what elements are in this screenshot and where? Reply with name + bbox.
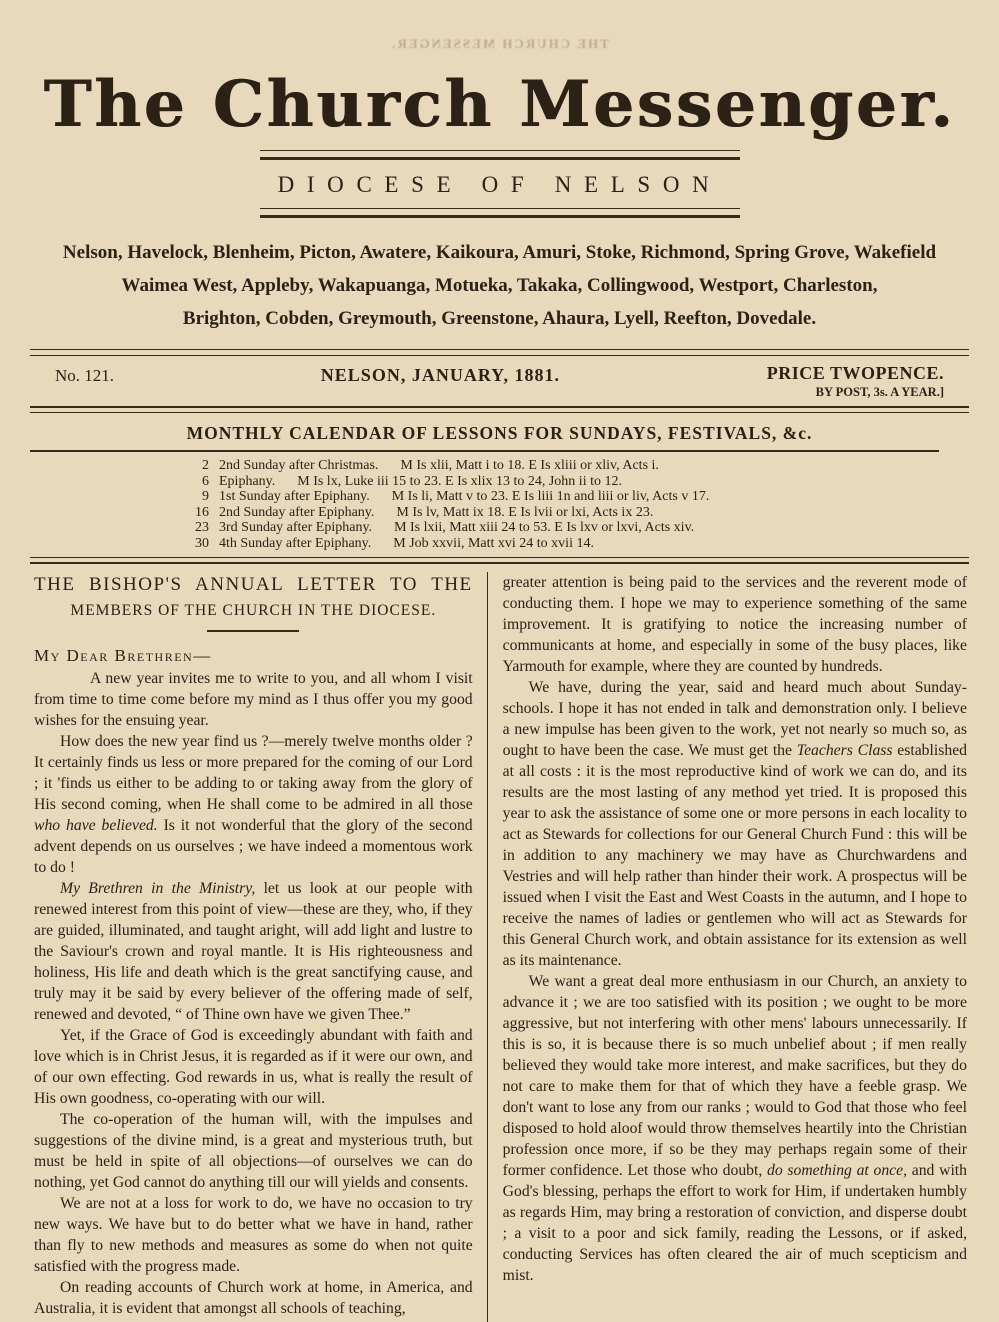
rule-above-diocese	[260, 150, 740, 160]
masthead-title: The Church Messenger.	[43, 67, 956, 142]
article-columns	[34, 572, 967, 1322]
calendar-feast-name: 3rd Sunday after Epiphany.	[219, 520, 373, 536]
calendar-row	[185, 458, 999, 474]
article-title-line1: THE BISHOP'S ANNUAL LETTER TO THE	[34, 574, 473, 596]
calendar-lessons: M Job xxvii, Matt xvi 24 to xvii 14.	[393, 535, 594, 551]
article-paragraph: greater attention is being paid to the services and the reverent mode of conducting them. I hope we may to experience something of the same improvement. It is gratifying to notice the increasing number of communicants at home, and especially in some of the busy places, like Yarmouth for example, where they are counted by hundreds.	[502, 574, 967, 676]
salutation: My Dear Brethren—	[34, 646, 212, 666]
parish-line: Nelson, Havelock, Blenheim, Picton, Awatere, Kaikoura, Amuri, Stoke, Richmond, Spring Grove, Wakefield	[62, 242, 937, 264]
parish-line: Brighton, Cobden, Greymouth, Greenstone, Ahaura, Lyell, Reefton, Dovedale.	[182, 308, 817, 330]
calendar-feast-name: 2nd Sunday after Christmas.	[219, 458, 379, 474]
rule-below-calendar-title	[30, 450, 939, 452]
calendar-row	[185, 520, 999, 536]
left-column	[34, 572, 487, 1322]
calendar-lessons: M Is li, Matt v to 23. E Is liii 1n and liii or liv, Acts v 17.	[391, 489, 710, 505]
article-paragraph: The co-operation of the human will, with the impulses and suggestions of the divine mind, is a great and mysterious truth, but must be held in spite of all objections—of ourselves we can do nothing, yet God cannot do anything till our will yields and consents.	[34, 1111, 473, 1192]
calendar-feast-name: Epiphany.	[219, 473, 276, 489]
calendar-row	[185, 489, 999, 505]
calendar-row	[185, 536, 999, 552]
issue-dateline: NELSON, JANUARY, 1881.	[320, 365, 561, 386]
diocese-title: DIOCESE OF NELSON	[277, 172, 722, 198]
short-rule	[207, 630, 299, 632]
article-paragraph: A new year invites me to write to you, and all whom I visit from time to time come before my mind as I thus offer you my good wishes for the ensuing year.	[34, 670, 473, 730]
calendar-day: 9	[202, 489, 209, 505]
calendar-day: 6	[202, 473, 209, 489]
right-column	[487, 572, 967, 1322]
issue-line	[55, 363, 944, 400]
calendar-feast-name: 2nd Sunday after Epiphany.	[219, 504, 375, 520]
article-paragraph: On reading accounts of Church work at home, in America, and Australia, it is evident that amongst all schools of teaching,	[34, 1279, 473, 1318]
bleedthrough-text: THE CHURCH MESSENGER.	[390, 36, 609, 51]
article-paragraph: We have, during the year, said and heard much about Sunday-schools. I hope it has not ended in talk and demonstration only. I believe a new impulse has been given to the work, yet not nearly so much so, as ought to have been the case. We must get the Teachers Class established at all costs : it is the most reproductive kind of work we can do, and its results are the most lasting of any method yet tried. It is proposed this year to ask the assistance of some one or more persons in each locality to act as Stewards for collections for our General Church Fund : this will be in addition to any machinery we may have as Churchwardens and Vestries and will help rather than hinder their work. A prospectus will be issued when I visit the East and West Coasts in the autumn, and I hope to receive the names of ladies or gentlemen who will act as Stewards for this General Church work, and obtain assistance for its extension as well as its maintenance.	[502, 679, 968, 970]
rule-below-diocese	[260, 208, 740, 218]
calendar-feast-name: 4th Sunday after Epiphany.	[219, 535, 372, 551]
parish-list	[30, 236, 969, 335]
calendar-day: 30	[195, 535, 209, 551]
rule-below-calendar	[30, 557, 969, 564]
calendar-day: 23	[195, 520, 209, 536]
article-paragraph: We want a great deal more enthusiasm in our Church, an anxiety to advance it ; we are too satisfied with its position ; we ought to be more aggressive, but not interfering with other mens' labours unnecessarily. If this is so, it is because there is so much unbelief about ; if men really believed they would take more interest, and make sacrifices, but they do not care to make them for that of which they have a feeble grasp. We don't want to lose any from our ranks ; would to God that those who feel disposed to hold aloof would throw themselves heartily into the Christian profession once more, if so be they may perhaps regain some of their former confidence. Let those who doubt, do something at once, and with God's blessing, perhaps the effort to work for Him, if undertaken humbly as regards Him, may bring a restoration of conviction, and disperse doubt ; a visit to a poor and sick family, reading the Lessons, or if asked, conducting Services has often cleared the air of much scepticism and mist.	[502, 973, 967, 1285]
calendar-feast-name: 1st Sunday after Epiphany.	[219, 489, 370, 505]
calendar-row	[185, 505, 999, 521]
post-price-text: BY POST, 3s. A YEAR.]	[815, 385, 944, 400]
article-paragraph: Yet, if the Grace of God is exceedingly abundant with faith and love which is in Christ Jesus, it is regarded as if it were our own, and of our own effecting. God rewards in us, what is really the result of His own goodness, co-operating with our will.	[34, 1027, 473, 1108]
article-title-line2: MEMBERS OF THE CHURCH IN THE DIOCESE.	[70, 602, 437, 620]
calendar-row	[185, 474, 999, 490]
calendar-lessons: M Is xlii, Matt i to 18. E Is xliii or xliv, Acts i.	[400, 458, 659, 474]
calendar-lessons: M Is lv, Matt ix 18. E Is lvii or lxi, Acts ix 23.	[396, 504, 654, 520]
left-column-paragraphs	[34, 668, 473, 1319]
calendar-day: 2	[202, 458, 209, 474]
calendar-table	[185, 458, 999, 551]
price-text: PRICE TWOPENCE.	[766, 363, 944, 384]
calendar-lessons: M Is lx, Luke iii 15 to 23. E Is xlix 13 to 24, John ii to 12.	[297, 473, 622, 489]
calendar-lessons: M Is lxii, Matt xiii 24 to 53. E Is lxv or lxvi, Acts xiv.	[394, 520, 695, 536]
calendar-day: 16	[195, 504, 209, 520]
calendar-title: MONTHLY CALENDAR OF LESSONS FOR SUNDAYS, FESTIVALS, &c.	[186, 423, 813, 444]
right-column-paragraphs	[503, 572, 967, 1286]
rule-above-issue-line	[30, 349, 969, 356]
article-paragraph: My Brethren in the Ministry, let us look at our people with renewed interest from this point of view—these are they, who, if they are guided, illuminated, and taught aright, will add light and lustre to the Saviour's crown and royal mantle. It is His righteousness and holiness, His life and death which is the great sanctifying cause, and truly may it be said by every believer of the offering made of self, renewed and devoted, “ of Thine own have we given Thee.”	[34, 880, 473, 1024]
article-paragraph: How does the new year find us ?—merely twelve months older ? It certainly finds us less or more prepared for the coming of our Lord ; it 'finds us either to be adding to or taking away from the glory of His second coming, when He shall come to be admired in all those who have believed. Is it not wonderful that the glory of the second advent depends on us ourselves ; we have indeed a momentous work to do !	[34, 733, 473, 877]
parish-line: Waimea West, Appleby, Wakapuanga, Motueka, Takaka, Collingwood, Westport, Charleston,	[121, 275, 878, 297]
rule-below-issue-line	[30, 406, 969, 413]
issue-number: No. 121.	[55, 366, 115, 386]
article-paragraph: We are not at a loss for work to do, we have no occasion to try new ways. We have but to do better what we have in hand, rather than fly to new methods and measures as some do when not quite satisfied with the progress made.	[34, 1195, 473, 1276]
issue-price-block	[767, 363, 944, 400]
